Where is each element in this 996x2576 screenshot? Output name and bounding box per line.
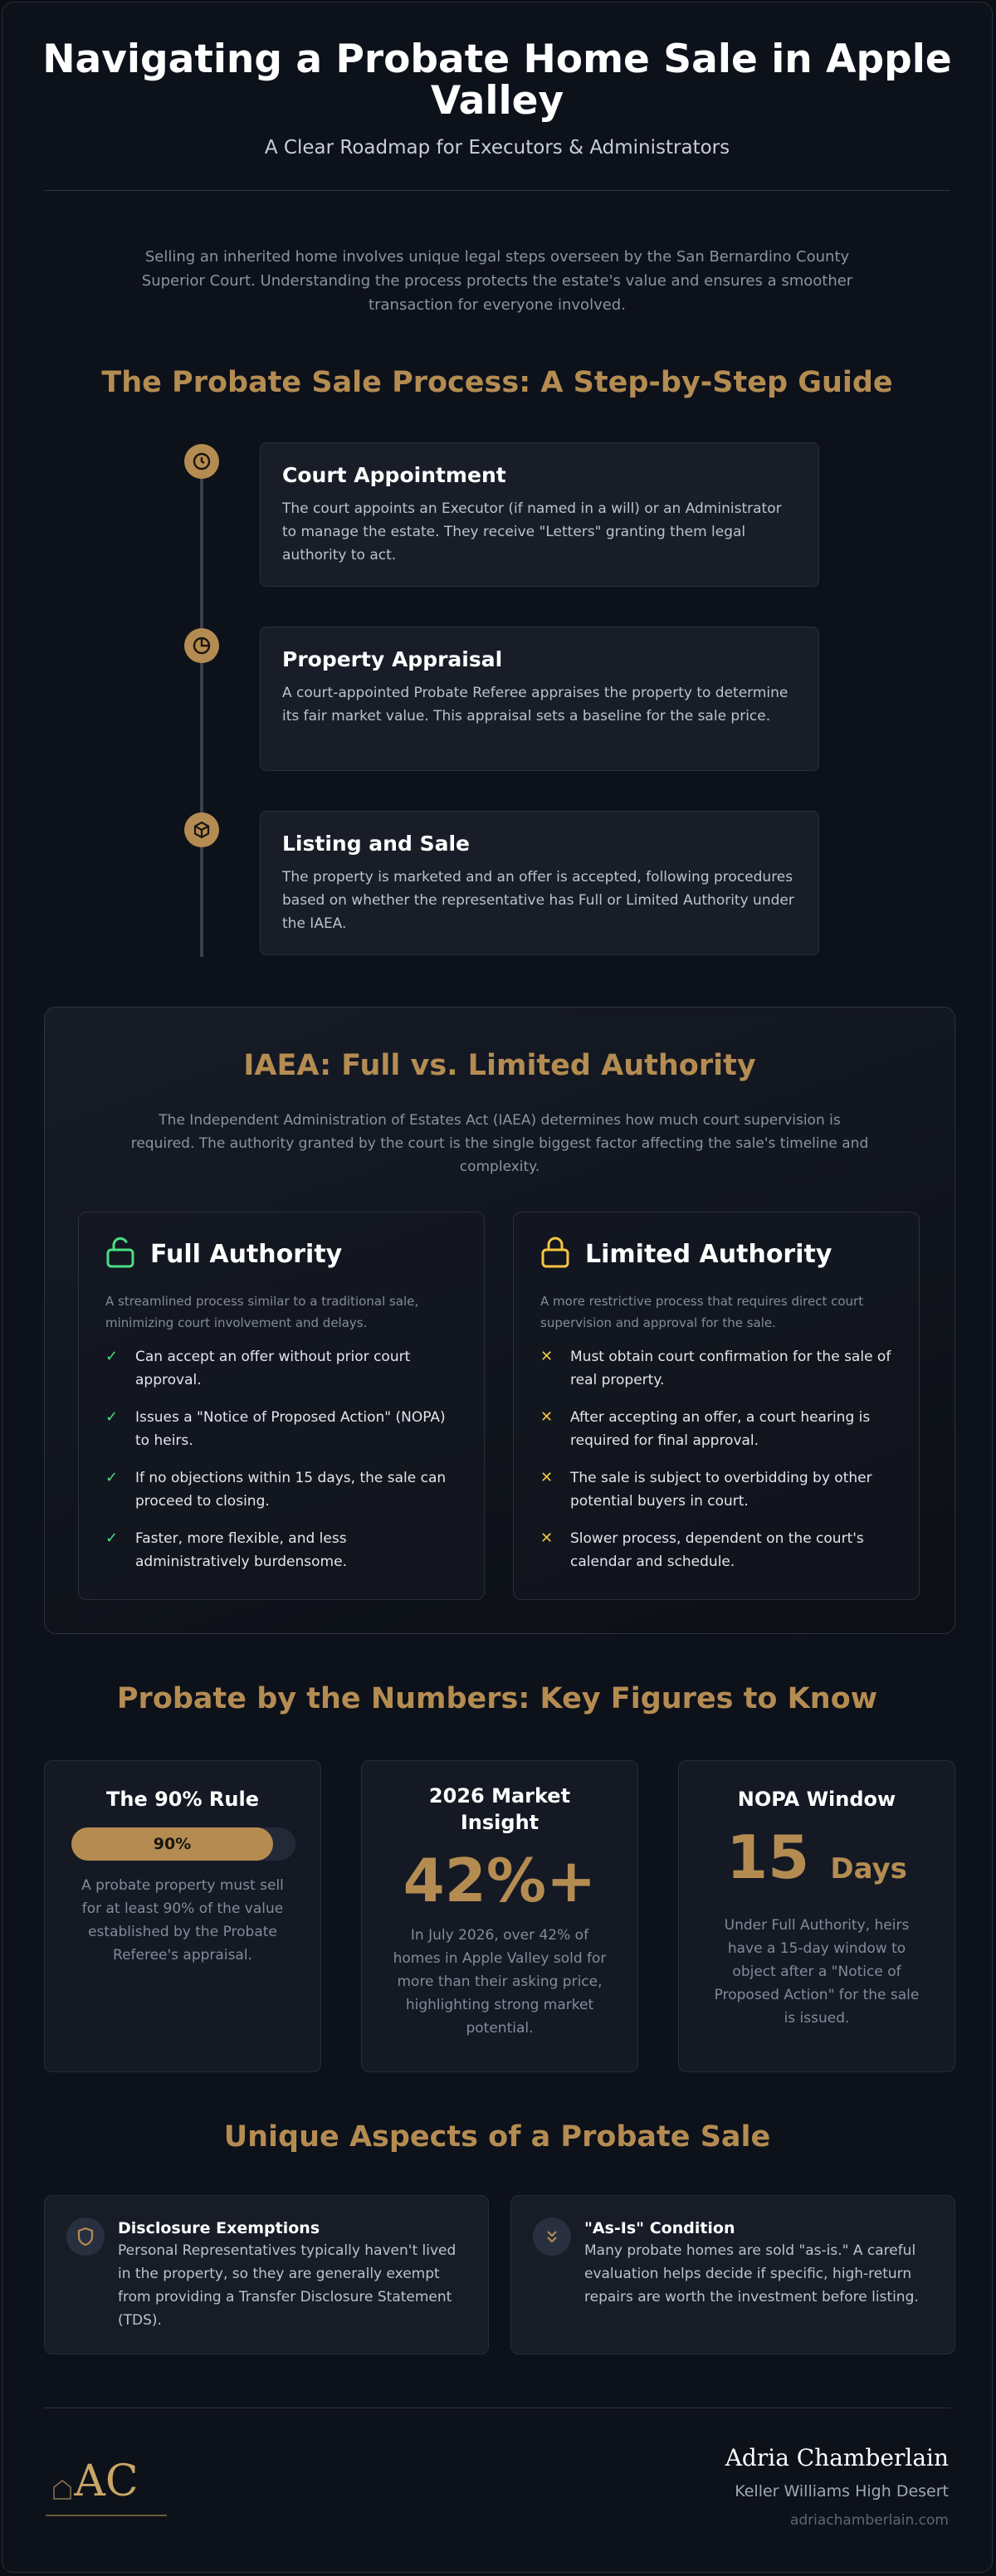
market-card xyxy=(361,1760,638,2072)
page-title: Navigating a Probate Home Sale in Apple Valley xyxy=(42,37,952,124)
authority-title: IAEA: Full vs. Limited Authority xyxy=(243,1049,756,1082)
list-item: ✕ The sale is subject to overbidding by other potential buyers in court. xyxy=(540,1466,892,1513)
list-item: ✓ Can accept an offer without prior court approval. xyxy=(105,1345,457,1392)
limited-authority-title: Limited Authority xyxy=(585,1239,832,1269)
check-icon: ✓ xyxy=(105,1408,119,1426)
step-title: Property Appraisal xyxy=(282,647,503,671)
logo xyxy=(44,2446,168,2520)
divider xyxy=(44,190,950,191)
lock-icon xyxy=(540,1236,570,1272)
agent-website-link[interactable]: adriachamberlain.com xyxy=(789,2512,949,2529)
pie-chart-icon xyxy=(184,628,219,663)
unique-card-text: Personal Representatives typically haven't lived in the property, so they are generally exempt from providing a Transfer Disclosure Statement (TDS). xyxy=(118,2242,456,2329)
full-authority-card xyxy=(78,1212,485,1600)
x-icon: ✕ xyxy=(540,1348,554,1365)
step-title: Court Appointment xyxy=(282,463,506,487)
shield-icon xyxy=(66,2217,105,2256)
list-item: ✓ Issues a "Notice of Proposed Action" (NOPA) to heirs. xyxy=(105,1406,457,1452)
step-text: The court appoints an Executor (if named in a will) or an Administrator to manage the estate. They receive "Letters" granting them legal authority to act. xyxy=(282,500,782,564)
list-item: ✕ Slower process, dependent on the court's calendar and schedule. xyxy=(540,1527,892,1573)
rule-title: The 90% Rule xyxy=(106,1788,259,1811)
full-authority-title: Full Authority xyxy=(150,1239,343,1269)
list-item: ✓ Faster, more flexible, and less administratively burdensome. xyxy=(105,1527,457,1573)
infographic xyxy=(2,2,993,2573)
step-card xyxy=(260,442,819,587)
hero xyxy=(2,39,992,159)
intro-text: Selling an inherited home involves unique legal steps overseen by the San Bernardino County Superior Court. Understanding the process protects the estate's value and ensures a smoother transaction for everyone involved. xyxy=(141,248,853,314)
nopa-unit: Days xyxy=(830,1852,907,1886)
nopa-card xyxy=(678,1760,955,2072)
full-authority-desc: A streamlined process similar to a traditional sale, minimizing court involvement and delays. xyxy=(105,1294,419,1330)
agent-name: Adria Chamberlain xyxy=(725,2444,949,2471)
market-text: In July 2026, over 42% of homes in Apple Valley sold for more than their asking price, highlighting strong market potential. xyxy=(393,1927,607,2037)
market-title: 2026 Market Insight xyxy=(428,1784,571,1834)
box-icon xyxy=(184,812,219,847)
x-icon: ✕ xyxy=(540,1408,554,1426)
numbers-title: Probate by the Numbers: Key Figures to Know xyxy=(116,1682,878,1715)
rule-text: A probate property must sell for at least 90% of the value established by the Probate Referee's appraisal. xyxy=(81,1877,284,1964)
step-card xyxy=(260,811,819,955)
unique-title: Unique Aspects of a Probate Sale xyxy=(223,2120,771,2154)
step-title: Listing and Sale xyxy=(282,832,470,856)
x-icon: ✕ xyxy=(540,1530,554,1547)
authority-description: The Independent Administration of Estates Act (IAEA) determines how much court supervision is required. The authority granted by the court is the single biggest factor affecting the sale's timeline and complexity. xyxy=(130,1112,869,1175)
agent-company: Keller Williams High Desert xyxy=(735,2482,949,2500)
nopa-text: Under Full Authority, heirs have a 15-day window to object after a "Notice of Proposed Action" for the sale is issued. xyxy=(714,1917,920,2027)
list-item: ✕ After accepting an offer, a court hearing is required for final approval. xyxy=(540,1406,892,1452)
list-item: ✕ Must obtain court confirmation for the sale of real property. xyxy=(540,1345,892,1392)
nopa-title: NOPA Window xyxy=(737,1788,896,1811)
nopa-figure xyxy=(679,1821,954,1910)
unlock-icon xyxy=(105,1236,135,1272)
unique-card-text: Many probate homes are sold "as-is." A careful evaluation helps decide if specific, high-return repairs are worth the investment before listing. xyxy=(584,2242,919,2305)
step-text: The property is marketed and an offer is accepted, following procedures based on whether the representative has Full or Limited Authority under the IAEA. xyxy=(282,869,794,932)
unique-card xyxy=(510,2195,955,2354)
timeline-line xyxy=(200,467,203,957)
chevrons-down-icon xyxy=(533,2217,571,2256)
rule-card xyxy=(44,1760,321,2072)
page-subtitle: A Clear Roadmap for Executors & Administrators xyxy=(264,137,730,159)
step-card xyxy=(260,627,819,771)
check-icon: ✓ xyxy=(105,1469,119,1486)
unique-card-title: "As-Is" Condition xyxy=(584,2219,735,2237)
clock-icon xyxy=(184,444,219,479)
list-item: ✓ If no objections within 15 days, the sale can proceed to closing. xyxy=(105,1466,457,1513)
progress-fill: 90% xyxy=(71,1827,273,1861)
unique-card-title: Disclosure Exemptions xyxy=(118,2219,320,2237)
limited-authority-desc: A more restrictive process that requires direct court supervision and approval for the sale. xyxy=(540,1294,864,1330)
check-icon: ✓ xyxy=(105,1348,119,1365)
limited-authority-card xyxy=(513,1212,920,1600)
market-figure: 42%+ xyxy=(403,1846,597,1915)
step-text: A court-appointed Probate Referee appraises the property to determine its fair market value. This appraisal sets a baseline for the sale price. xyxy=(282,685,788,724)
nopa-number: 15 xyxy=(726,1822,810,1892)
unique-card xyxy=(44,2195,489,2354)
check-icon: ✓ xyxy=(105,1530,119,1547)
x-icon: ✕ xyxy=(540,1469,554,1486)
logo-monogram: AC xyxy=(74,2456,139,2506)
limited-authority-list xyxy=(540,1345,892,1573)
authority-section xyxy=(44,1007,955,1634)
full-authority-list xyxy=(105,1345,457,1573)
process-title: The Probate Sale Process: A Step-by-Step Guide xyxy=(101,366,893,399)
progress-bar xyxy=(71,1827,295,1861)
